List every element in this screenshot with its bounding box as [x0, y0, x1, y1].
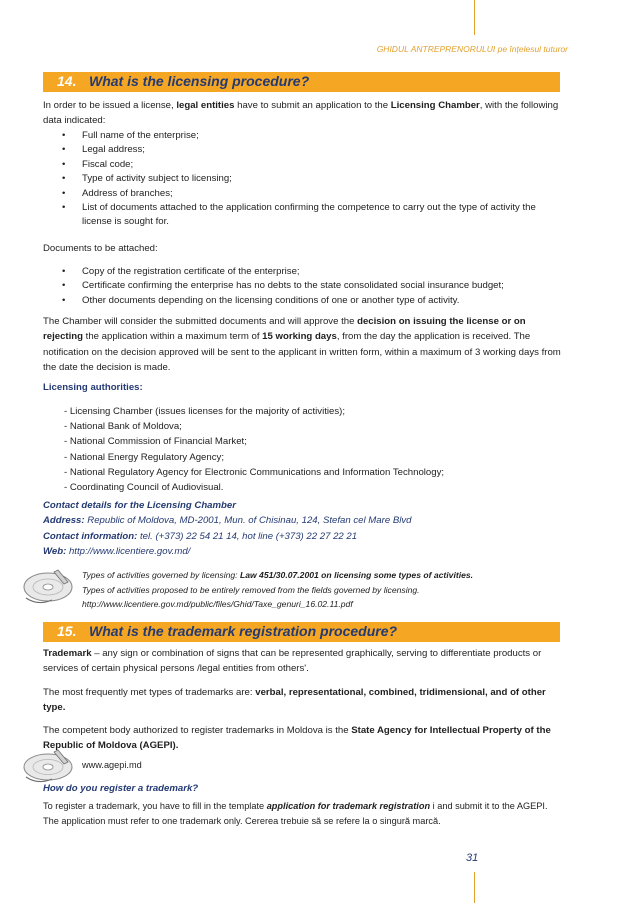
trademark-definition: Trademark – any sign or combination of signs that can be represented graphically, serving to differentiate products or services of certain physical persons /legal entities from others'.: [43, 648, 542, 675]
list-item: • Copy of the registration certificate of the enterprise;: [60, 265, 560, 279]
agepi-website[interactable]: www.agepi.md: [82, 760, 142, 770]
address-line: Address: Republic of Moldova, MD-2001, Mun. of Chisinau, 124, Stefan cel Mare Blvd: [43, 515, 412, 527]
web-link[interactable]: http://www.licentiere.gov.md/: [68, 545, 191, 557]
running-head: GHIDUL ANTREPRENORULUI pe înțelesul tuturor: [376, 44, 568, 54]
contact-line: Contact information: tel. (+373) 22 54 21 14, hot line (+373) 22 27 22 21: [43, 530, 358, 542]
web-line: Web: http://www.licentiere.gov.md/: [43, 545, 191, 557]
top-margin-line: [474, 0, 475, 35]
list-item: • Full name of the enterprise;: [60, 129, 560, 143]
section-14-heading: [43, 72, 560, 92]
cd-note-icon: [18, 562, 78, 608]
note-line: Types of activities governed by licensing: Law 451/30.07.2001 on licensing some types of activities.: [82, 570, 474, 580]
list-item: • Other documents depending on the licensing conditions of one or another type of activity.: [60, 294, 560, 308]
licensing-intro: In order to be issued a license, legal entities have to submit an application to the Licensing Chamber, with the following data indicated:: [43, 100, 559, 127]
section-15-heading: [43, 622, 560, 642]
list-item: • Address of branches;: [60, 187, 560, 201]
list-item: • Type of activity subject to licensing;: [60, 172, 560, 186]
competent-body: The competent body authorized to register trademarks in Moldova is the State Agency for Intellectual Property of the Republic of Moldova (AGEPI).: [43, 725, 551, 752]
list-item: - National Bank of Moldova;: [64, 421, 182, 433]
cd-note-icon: [18, 744, 78, 786]
list-item: - Licensing Chamber (issues licenses for the majority of activities);: [64, 406, 345, 417]
list-item: - Coordinating Council of Audiovisual.: [64, 482, 224, 494]
authorities-heading: Licensing authorities:: [43, 382, 143, 393]
licensing-note: [82, 568, 552, 612]
list-item: • Certificate confirming the enterprise has no debts to the state consolidated social insurance budget;: [60, 279, 560, 293]
list-item: - National Commission of Financial Market;: [64, 436, 247, 448]
documents-intro: Documents to be attached:: [43, 243, 158, 254]
howto-heading: How do you register a trademark?: [43, 783, 199, 794]
chamber-paragraph: The Chamber will consider the submitted documents and will approve the decision on issuing the license or on rejecting the application within a maximum term of 15 working days, from the day the application is received. The notification on the decision approved will be sent to the applicant in written form, within a maximum of 3 working days from the date the decision is made.: [43, 316, 561, 373]
application-data-list: [60, 129, 560, 230]
list-item: - National Energy Regulatory Agency;: [64, 451, 224, 463]
section-title: What is the trademark registration procedure?: [89, 623, 398, 639]
section-title: What is the licensing procedure?: [89, 73, 310, 89]
section-number: 14.: [57, 73, 77, 89]
list-item: • List of documents attached to the application confirming the competence to carry out the type of activity the license is sought for.: [60, 201, 560, 230]
trademark-types: The most frequently met types of trademarks are: verbal, representational, combined, tridimensional, and of other type.: [43, 687, 546, 714]
list-item: - National Regulatory Agency for Electronic Communications and Information Technology;: [64, 466, 445, 478]
section-number: 15.: [57, 623, 77, 639]
documents-list: [60, 265, 560, 308]
authorities-list: [64, 404, 560, 495]
page-number: 31: [466, 852, 479, 864]
contact-heading: Contact details for the Licensing Chamber: [43, 500, 236, 511]
list-item: • Legal address;: [60, 143, 560, 157]
bottom-margin-line: [474, 872, 475, 903]
contact-block: [43, 498, 563, 559]
note-link[interactable]: http://www.licentiere.gov.md/public/files/Ghid/Taxe_genuri_16.02.11.pdf: [82, 599, 353, 610]
howto-paragraph: To register a trademark, you have to fill in the template application for trademark registration i and submit it to the AGEPI. The application must refer to one trademark only. Cererea trebuie să se refere la o singură marcă.: [43, 801, 548, 827]
note-line: Types of activities proposed to be entirely removed from the fields governed by licensing.: [82, 584, 420, 595]
list-item: • Fiscal code;: [60, 158, 560, 172]
